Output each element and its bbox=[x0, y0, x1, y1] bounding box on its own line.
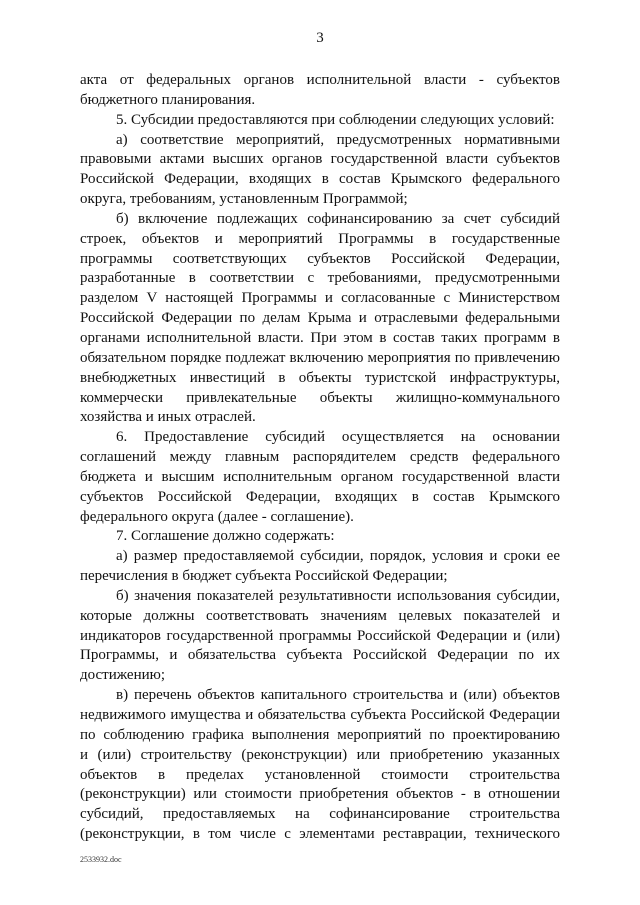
text-line: индикаторов государственной программы Российской Федерации и (или) bbox=[80, 627, 560, 644]
text-line: 7. Соглашение должно содержать: bbox=[116, 528, 335, 545]
text-line: Российской Федерации по делам Крыма и отраслевыми федеральными bbox=[80, 310, 560, 327]
text-line: программы соответствующих субъектов Российской Федерации, bbox=[80, 250, 560, 267]
text-line: разработанные в соответствии с требованиями, предусмотренными bbox=[80, 270, 560, 287]
text-line: разделом V настоящей Программы и согласованные с Министерством bbox=[80, 290, 560, 307]
text-line: обязательном порядке подлежат включению мероприятия по привлечению bbox=[80, 349, 560, 366]
text-line: хозяйства и иных отраслей. bbox=[80, 409, 256, 426]
text-line: субъектов Российской Федерации, входящих в состав Крымского bbox=[80, 488, 560, 505]
text-line: достижению; bbox=[80, 667, 165, 684]
text-line: а) соответствие мероприятий, предусмотренных нормативными bbox=[116, 131, 560, 148]
text-line: субсидий, предоставляемых на софинансирование строительства bbox=[80, 806, 560, 823]
text-line: Российской Федерации, входящих в состав Крымского федерального bbox=[80, 171, 560, 188]
text-line: коммерчески привлекательные объекты жилищно-коммунального bbox=[80, 389, 560, 406]
text-line: а) размер предоставляемой субсидии, порядок, условия и сроки ее bbox=[116, 548, 560, 565]
text-line: (реконструкции, в том числе с элементами реставрации, технического bbox=[80, 826, 560, 843]
text-line: строек, объектов и мероприятий Программы в государственные bbox=[80, 230, 560, 247]
text-line: Программы, и обязательства субъекта Российской Федерации по их bbox=[80, 647, 560, 664]
page-number: 3 bbox=[316, 30, 324, 46]
text-line: акта от федеральных органов исполнительной власти - субъектов bbox=[80, 72, 560, 88]
text-line: бюджетного планирования. bbox=[80, 91, 256, 108]
text-line: перечисления в бюджет субъекта Российской Федерации; bbox=[80, 568, 448, 585]
text-line: по соблюдению графика выполнения мероприятий по проектированию bbox=[80, 726, 560, 743]
text-line: (реконструкции) или стоимости приобретения объектов - в отношении bbox=[80, 786, 560, 803]
text-line: бюджета и высшим исполнительным органом государственной власти bbox=[80, 468, 560, 485]
text-line: в) перечень объектов капитального строительства и (или) объектов bbox=[116, 687, 560, 704]
text-line: б) включение подлежащих софинансированию за счет субсидий bbox=[116, 210, 560, 227]
text-line: объектов в пределах установленной стоимости строительства bbox=[80, 766, 560, 783]
text-line: округа, требованиям, установленным Программой; bbox=[80, 191, 408, 208]
text-line: и (или) строительству (реконструкции) или приобретению указанных bbox=[80, 746, 560, 763]
text-line: которые должны соответствовать значениям целевых показателей и bbox=[80, 607, 560, 624]
text-line: соглашений между главным распорядителем средств федерального bbox=[80, 449, 560, 466]
text-line: 5. Субсидии предоставляются при соблюдении следующих условий: bbox=[116, 111, 555, 128]
text-line: правовыми актами высших органов государственной власти субъектов bbox=[80, 151, 560, 168]
text-line: федерального округа (далее - соглашение). bbox=[80, 508, 354, 525]
text-line: внебюджетных инвестиций в объекты туристской инфраструктуры, bbox=[80, 369, 560, 386]
document-body bbox=[80, 71, 560, 845]
text-line: 6. Предоставление субсидий осуществляется на основании bbox=[116, 429, 560, 446]
text-line: органами исполнительной власти. При этом в состав таких программ в bbox=[80, 329, 560, 346]
text-line: недвижимого имущества и обязательства субъекта Российской Федерации bbox=[80, 707, 560, 723]
text-line: б) значения показателей результативности использования субсидии, bbox=[116, 587, 560, 604]
footer-doc-filename: 2533932.doc bbox=[80, 855, 122, 864]
